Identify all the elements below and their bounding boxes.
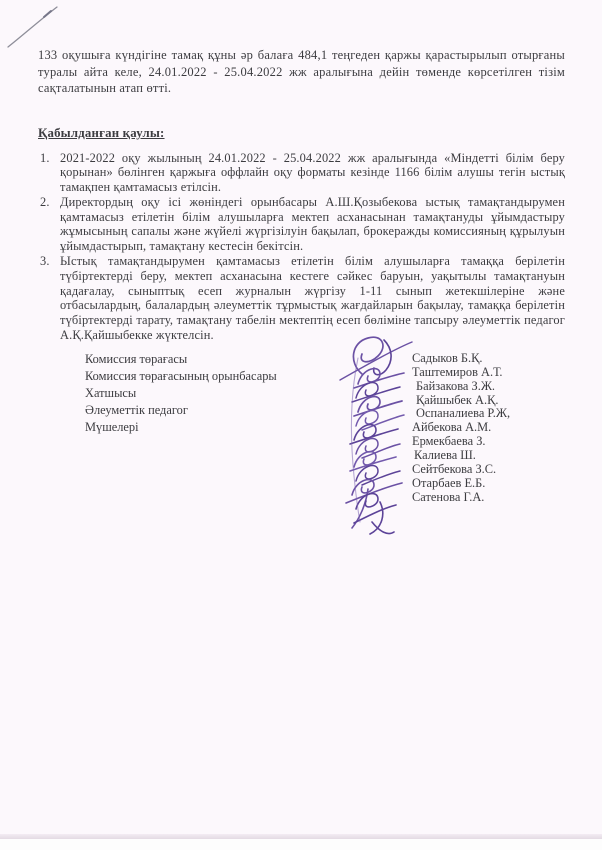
- resolution-item: [38, 254, 565, 343]
- signatory-name: Сейтбекова З.С.: [412, 462, 497, 477]
- signatory-name: Байзакова З.Ж.: [416, 378, 496, 393]
- intro-paragraph: 133 оқушыға күндігіне тамақ құны әр балаға 484,1 теңгеден қаржы қарастырылып отырғаны туралы айта келе, 24.01.2022 - 25.04.2022 жж аралығына дейін төменде көрсетілген тізім сақталатынын атап өтті.: [38, 48, 565, 95]
- scan-bottom-margin: [0, 839, 602, 850]
- item-number: 3.: [40, 254, 50, 269]
- item-number: 1.: [40, 150, 50, 165]
- signatory-name: Садыков Б.Қ.: [412, 350, 483, 365]
- role-label: Комиссия төрағасының орынбасары: [85, 368, 277, 383]
- signatory-name: Таштемиров А.Т.: [412, 364, 503, 379]
- signature-block: [38, 351, 565, 526]
- signatory-names: [412, 352, 510, 505]
- role-label: Әлеуметтік педагог: [85, 402, 188, 417]
- role-label: Хатшысы: [85, 385, 137, 400]
- item-text: Ыстық тамақтандырумен қамтамасыз етілетін білім алушыларға тамаққа берілетін түбіртектерді беру, мектеп асханасына кестеге сәйкес баруын, уақытылы тамақтануын қадағалау, сыныптық есеп журналын жүргізу 1-11 сынып жетекшілеріне және отбасылардың, балалардың әлеуметтік тұрмыстық жағдайларын бақылау, тамаққа берілетін түбіртектерді тарату, тамақтану табелін мектептің есеп бөліміне тапсыру әлеуметтік педагог А.Қ.Қайшыбекке жүктелсін.: [60, 254, 565, 343]
- role-label: Мүшелері: [85, 419, 139, 434]
- resolution-item: [38, 151, 565, 195]
- role-label: Комиссия төрағасы: [85, 351, 188, 366]
- signatory-name: Қайшыбек А.Қ.: [416, 392, 499, 407]
- signatory-name: Ермекбаева З.: [412, 434, 486, 449]
- resolution-item: [38, 195, 565, 254]
- item-text: 2021-2022 оқу жылының 24.01.2022 - 25.04.2022 жж аралығында «Міндетті білім беру қорынан» бөлінген қаржыға оффлайн оқу форматы кезінде 1166 білім алушы тегін ыстық тамақпен қамтамасыз етілсін.: [60, 150, 565, 195]
- resolution-list: [38, 151, 565, 343]
- signatory-name: Сатенова Г.А.: [412, 489, 485, 504]
- item-text: Директордың оқу ісі жөніндегі орынбасары А.Ш.Қозыбекова ыстық тамақтандырумен қамтамасыз етілетін білім алушыларға мектеп асханасынан тамақтануды ұйымдастыру жұмысының сапалы және жүйелі жүргізілуін бақылап, брокеражды комиссияның құрылуын ұйымдастырып, тамақтану кестесін бекітсін.: [60, 194, 565, 254]
- resolution-heading: Қабылданған қаулы:: [38, 125, 165, 140]
- signatory-name: Айбекова А.М.: [412, 420, 492, 435]
- signatory-name: Калиева Ш.: [414, 448, 476, 463]
- signatory-name: Оспаналиева Р.Ж,: [416, 406, 511, 421]
- signatory-name: Отарбаев Е.Б.: [412, 476, 486, 491]
- item-number: 2.: [40, 194, 50, 209]
- document-content: [38, 47, 565, 526]
